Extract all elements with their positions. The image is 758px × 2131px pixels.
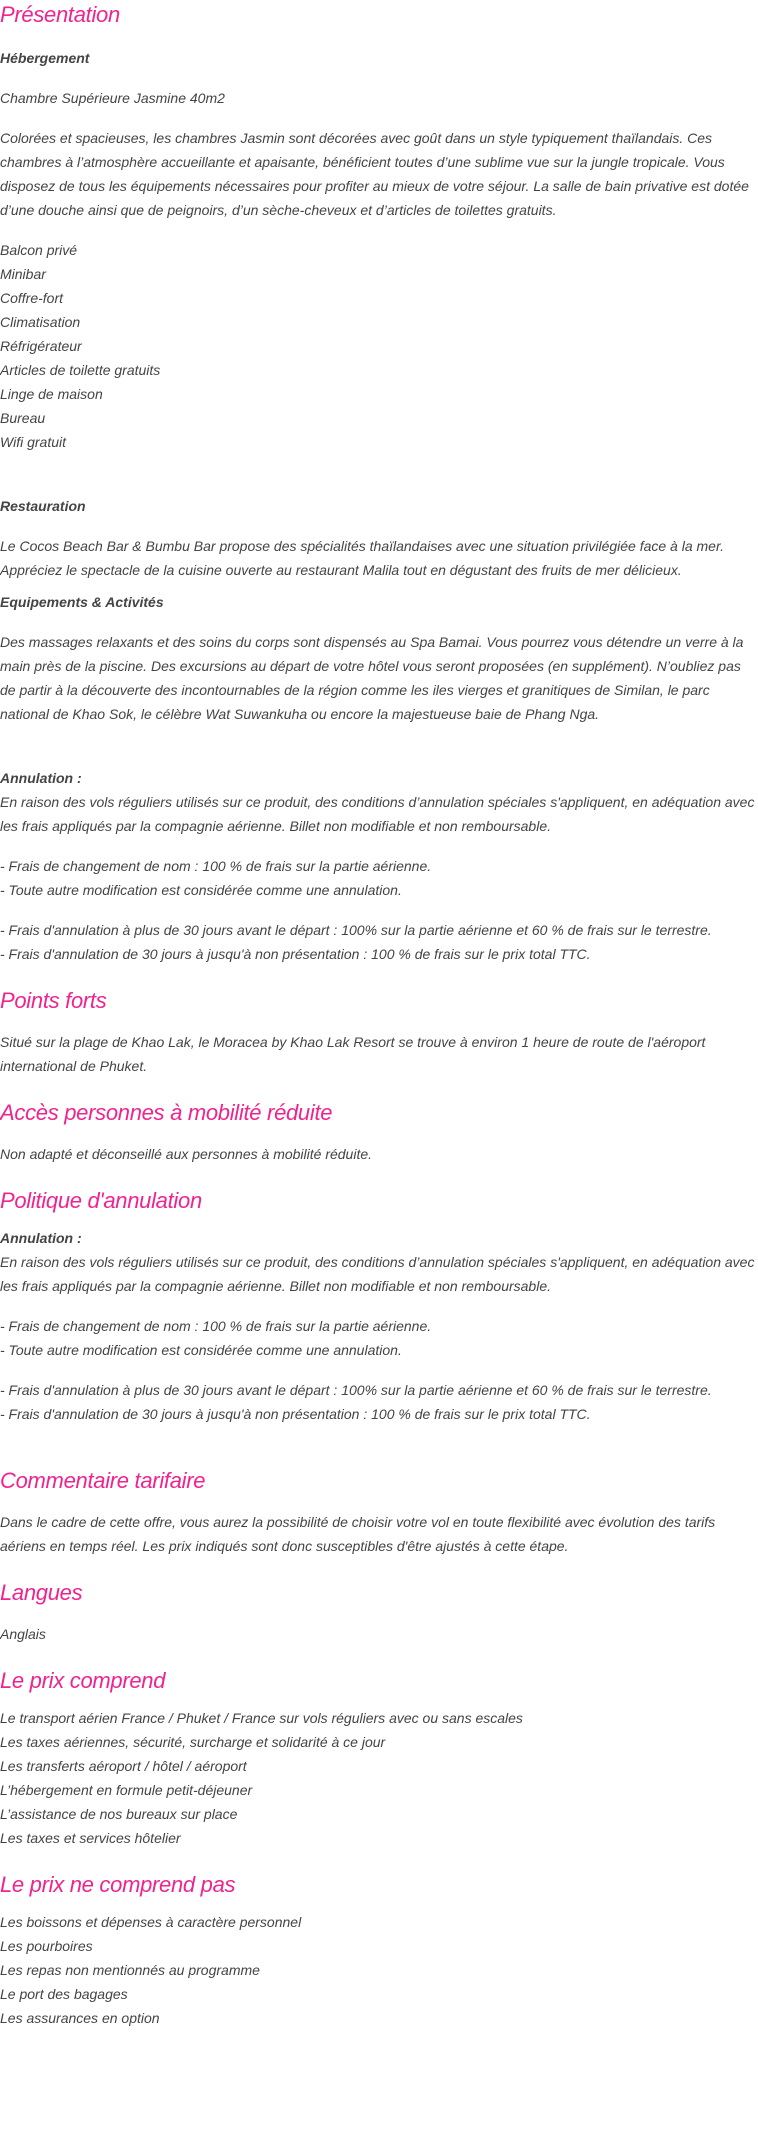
amenity-item: Climatisation: [0, 314, 81, 330]
annulation-rule: - Frais d'annulation de 30 jours à jusqu'à non présentation : 100 % de frais sur le prix total TTC.: [0, 1406, 591, 1422]
section-politique-annulation: [0, 1186, 758, 1426]
section-presentation: [0, 0, 758, 966]
amenity-item: Balcon privé: [0, 242, 78, 258]
section-prix-comprend: [0, 1666, 758, 1850]
langues-text: Anglais: [0, 1626, 46, 1642]
amenity-item: Bureau: [0, 410, 46, 426]
room-name: Chambre Supérieure Jasmine 40m2: [0, 90, 225, 106]
section-title-points-forts: Points forts: [0, 988, 107, 1013]
amenity-item: Linge de maison: [0, 386, 103, 402]
included-item: Les taxes et services hôtelier: [0, 1830, 181, 1846]
excluded-item: Les boissons et dépenses à caractère personnel: [0, 1914, 302, 1930]
annulation-rule: - Frais d'annulation à plus de 30 jours avant le départ : 100% sur la partie aérienne et 60 % de frais sur le terrestre.: [0, 922, 712, 938]
included-item: Les taxes aériennes, sécurité, surcharge et solidarité à ce jour: [0, 1734, 386, 1750]
section-points-forts: [0, 986, 758, 1078]
section-prix-ne-comprend-pas: [0, 1870, 758, 2030]
section-title-prix-comprend: Le prix comprend: [0, 1668, 166, 1693]
annulation-rule: - Toute autre modification est considérée comme une annulation.: [0, 882, 402, 898]
section-title-langues: Langues: [0, 1580, 83, 1605]
amenity-item: Minibar: [0, 266, 46, 282]
subheading-restauration: Restauration: [0, 498, 86, 514]
included-item: Le transport aérien France / Phuket / France sur vols réguliers avec ou sans escales: [0, 1710, 523, 1726]
annulation-rule: - Frais d'annulation de 30 jours à jusqu'à non présentation : 100 % de frais sur le prix total TTC.: [0, 946, 591, 962]
points-forts-text: Situé sur la plage de Khao Lak, le Moracea by Khao Lak Resort se trouve à environ 1 heure de route de l'aéroport international de Phuket.: [0, 1034, 706, 1074]
commentaire-text: Dans le cadre de cette offre, vous aurez la possibilité de choisir votre vol en toute flexibilité avec évolution des tarifs aériens en temps réel. Les prix indiqués sont donc susceptibles d'être ajustés à cette étape.: [0, 1514, 716, 1554]
annulation-text: En raison des vols réguliers utilisés sur ce produit, des conditions d’annulation spéciales s'appliquent, en adéquation avec les frais appliqués par la compagnie aérienne. Billet non modifiable et non remboursable.: [0, 794, 755, 834]
section-title-commentaire: Commentaire tarifaire: [0, 1468, 206, 1493]
politique-text: En raison des vols réguliers utilisés sur ce produit, des conditions d’annulation spéciales s'appliquent, en adéquation avec les frais appliqués par la compagnie aérienne. Billet non modifiable et non remboursable.: [0, 1254, 755, 1294]
included-item: L’hébergement en formule petit-déjeuner: [0, 1782, 253, 1798]
excluded-item: Le port des bagages: [0, 1986, 128, 2002]
section-title-prix-ne-comprend-pas: Le prix ne comprend pas: [0, 1872, 236, 1897]
excluded-item: Les assurances en option: [0, 2010, 160, 2026]
amenity-item: Coffre-fort: [0, 290, 64, 306]
excluded-item: Les pourboires: [0, 1938, 93, 1954]
amenity-item: Wifi gratuit: [0, 434, 67, 450]
section-title-presentation: Présentation: [0, 2, 120, 27]
amenity-item: Réfrigérateur: [0, 338, 82, 354]
amenities-list: [0, 238, 758, 454]
room-description: Colorées et spacieuses, les chambres Jasmin sont décorées avec goût dans un style typiquement thaïlandais. Ces chambres à l’atmosphère accueillante et apaisante, bénéficient toutes d’une sublime vue sur la jungle tropicale. Vous disposez de tous les équipements nécessaires pour profiter au mieux de votre séjour. La salle de bain privative est dotée d’une douche ainsi que de peignoirs, d’un sèche-cheveux et d’articles de toilettes gratuits.: [0, 130, 749, 218]
restauration-description: Le Cocos Beach Bar & Bumbu Bar propose des spécialités thaïlandaises avec une situation privilégiée face à la mer. Appréciez le spectacle de la cuisine ouverte au restaurant Malila tout en dégustant des fruits de mer délicieux.: [0, 538, 725, 578]
amenity-item: Articles de toilette gratuits: [0, 362, 161, 378]
equipements-description: Des massages relaxants et des soins du corps sont dispensés au Spa Bamai. Vous pourrez vous détendre un verre à la main près de la piscine. Des excursions au départ de votre hôtel vous seront proposées (en supplément). N’oubliez pas de partir à la découverte des incontournables de la région comme les iles vierges et granitiques de Similan, le parc national de Khao Sok, le célèbre Wat Suwankuha ou encore la majestueuse baie de Phang Nga.: [0, 634, 744, 722]
annulation-rule: - Toute autre modification est considérée comme une annulation.: [0, 1342, 402, 1358]
section-title-politique: Politique d'annulation: [0, 1188, 202, 1213]
subheading-equipements: Equipements & Activités: [0, 594, 164, 610]
section-langues: [0, 1578, 758, 1646]
included-item: L’assistance de nos bureaux sur place: [0, 1806, 238, 1822]
annulation-rule: - Frais de changement de nom : 100 % de frais sur la partie aérienne.: [0, 858, 432, 874]
excluded-item: Les repas non mentionnés au programme: [0, 1962, 260, 1978]
subheading-annulation: Annulation :: [0, 1230, 82, 1246]
mobilite-text: Non adapté et déconseillé aux personnes à mobilité réduite.: [0, 1146, 373, 1162]
subheading-hebergement: Hébergement: [0, 50, 90, 66]
section-title-mobilite: Accès personnes à mobilité réduite: [0, 1100, 333, 1125]
subheading-annulation: Annulation :: [0, 770, 82, 786]
annulation-rule: - Frais d'annulation à plus de 30 jours avant le départ : 100% sur la partie aérienne et 60 % de frais sur le terrestre.: [0, 1382, 712, 1398]
included-item: Les transferts aéroport / hôtel / aéroport: [0, 1758, 247, 1774]
section-mobilite-reduite: [0, 1098, 758, 1166]
annulation-rule: - Frais de changement de nom : 100 % de frais sur la partie aérienne.: [0, 1318, 432, 1334]
section-commentaire-tarifaire: [0, 1466, 758, 1558]
